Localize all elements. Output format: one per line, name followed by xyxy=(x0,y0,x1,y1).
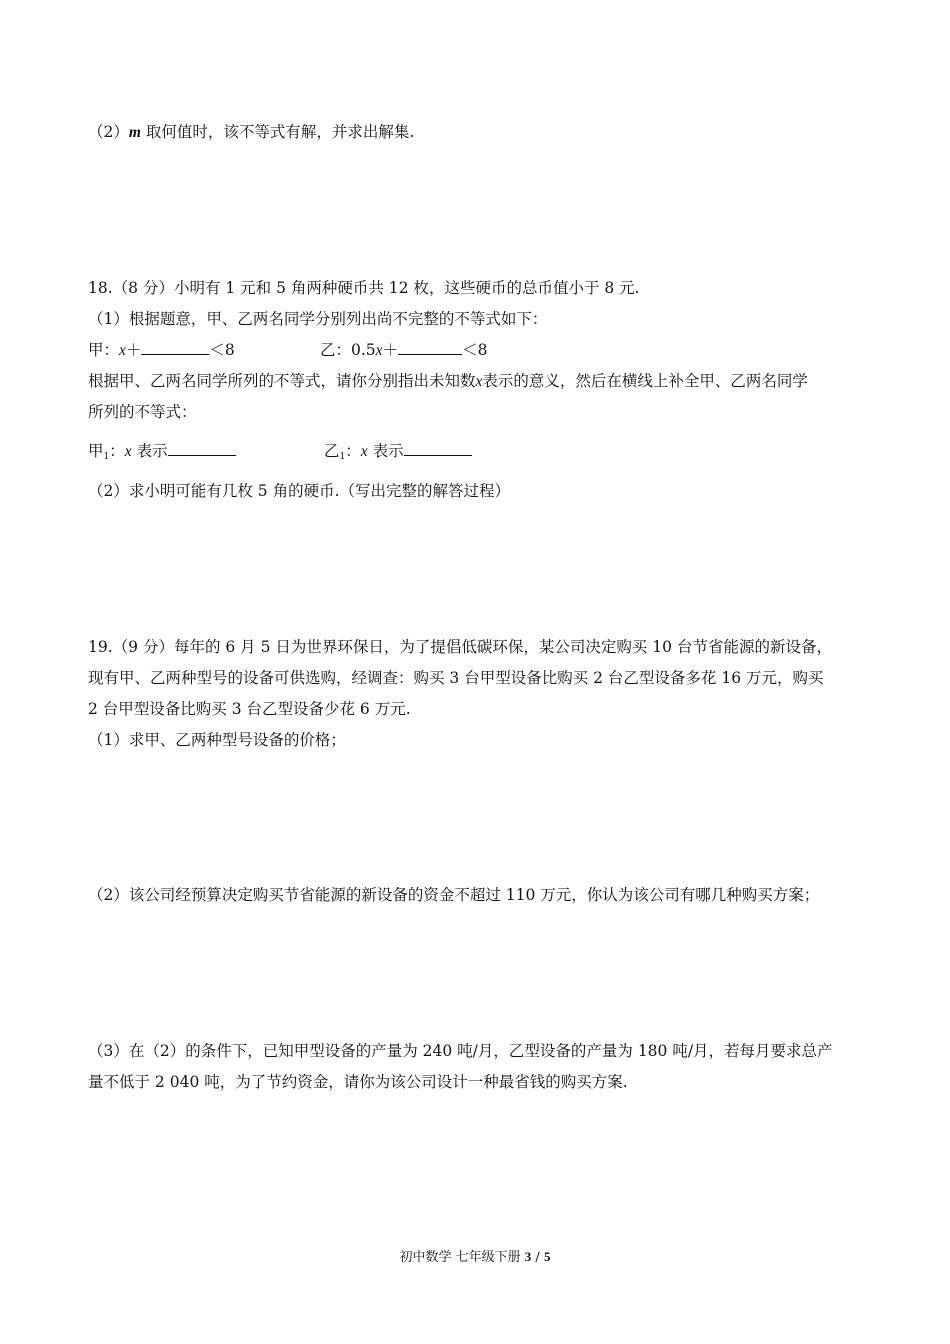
q18-jia1-meaning: 甲$_1$：x 表示 xyxy=(88,441,236,467)
variable-m: m xyxy=(128,124,141,141)
q19-part2: （2）该公司经预算决定购买节省能源的新设备的资金不超过 110 万元，你认为该公司有哪几种购买方案； xyxy=(88,886,820,904)
q18-header: 18.（8 分）小明有 1 元和 5 角两种硬币共 12 枚，这些硬币的总币值小于 8 元. xyxy=(88,279,640,297)
q17-part2 xyxy=(88,122,414,143)
yi-coefficient: 0.5 xyxy=(351,341,376,359)
page-total: 5 xyxy=(543,1249,551,1264)
q19-line3: 2 台甲型设备比购买 3 台乙型设备少花 6 万元. xyxy=(88,700,411,718)
yi-rhs: ＜8 xyxy=(462,341,488,359)
variable-x: x xyxy=(375,342,383,359)
q18-yi-inequality xyxy=(320,340,487,361)
q17-part2-text: 取何值时，该不等式有解，并求出解集. xyxy=(145,123,415,141)
yi1-blank[interactable] xyxy=(404,441,472,456)
q19-part3-line1: （3）在（2）的条件下，已知甲型设备的产量为 240 吨/月，乙型设备的产量为 180 吨/月，若每月要求总产 xyxy=(88,1042,833,1060)
yi-blank[interactable] xyxy=(398,340,462,355)
page-number: 3 xyxy=(524,1249,532,1264)
footer-text: 初中数学 七年级下册 xyxy=(399,1250,525,1265)
q19-line1: 19.（9 分）每年的 6 月 5 日为世界环保日，为了提倡低碳环保，某公司决定购买 10 台节省能源的新设备， xyxy=(88,638,832,656)
jia-blank[interactable] xyxy=(141,340,209,355)
q18-jia-inequality xyxy=(88,340,235,361)
yi-label: 乙： xyxy=(320,341,352,359)
q18-instruction-line1: 根据甲、乙两名同学所列的不等式，请你分别指出未知数x表示的意义，然后在横线上补全甲、乙两名同学 xyxy=(88,372,808,390)
variable-x: x xyxy=(475,373,483,390)
plus-sign: ＋ xyxy=(125,341,142,359)
jia1-blank[interactable] xyxy=(168,441,236,456)
q18-part2: （2）求小明可能有几枚 5 角的硬币.（写出完整的解答过程） xyxy=(88,482,511,500)
q19-line2: 现有甲、乙两种型号的设备可供选购，经调查：购买 3 台甲型设备比购买 2 台乙型设备多花 16 万元，购买 xyxy=(88,669,824,687)
q19-part3-line2: 量不低于 2 040 吨，为了节约资金，请你为该公司设计一种最省钱的购买方案. xyxy=(88,1073,628,1091)
variable-x: x xyxy=(360,443,368,460)
variable-x: x xyxy=(119,342,126,359)
page-footer: 初中数学 七年级下册 3 / 5 xyxy=(399,1249,551,1265)
q18-part1: （1）根据题意，甲、乙两名同学分别列出尚不完整的不等式如下： xyxy=(88,310,548,328)
q18-yi1-meaning: 乙$_1$：x 表示 xyxy=(324,441,472,467)
q18-instruction-line2: 所列的不等式： xyxy=(88,403,197,421)
q17-part2-prefix: （2） xyxy=(88,123,129,141)
q19-part1: （1）求甲、乙两种型号设备的价格； xyxy=(88,731,346,749)
plus-sign: ＋ xyxy=(382,341,399,359)
jia-rhs: ＜8 xyxy=(209,341,235,359)
jia-label: 甲： xyxy=(88,341,120,359)
variable-x: x xyxy=(124,443,132,460)
